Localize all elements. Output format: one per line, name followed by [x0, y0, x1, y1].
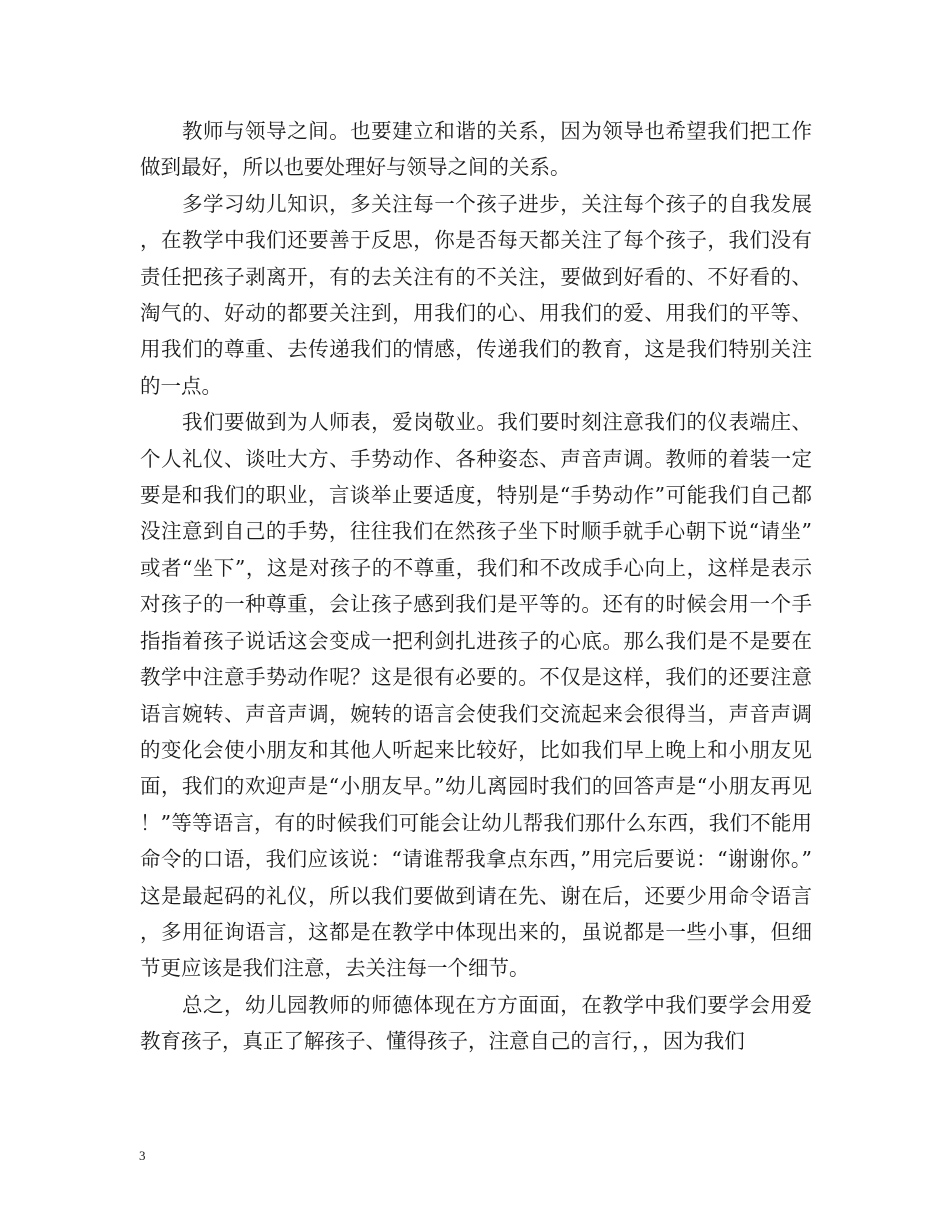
document-body — [140, 113, 812, 1060]
paragraph-2: 多学习幼儿知识，多关注每一个孩子进步，关注每个孩子的自我发展，在教学中我们还要善于反思，你是否每天都关注了每个孩子，我们没有责任把孩子剥离开，有的去关注有的不关注，要做到好看的、不好看的、淘气的、好动的都要关注到，用我们的心、用我们的爱、用我们的平等、用我们的尊重、去传递我们的情感，传递我们的教育，这是我们特别关注的一点。 — [140, 191, 812, 398]
page-number: 3 — [139, 1148, 146, 1163]
paragraph-3: 我们要做到为人师表，爱岗敬业。我们要时刻注意我们的仪表端庄、个人礼仪、谈吐大方、手势动作、各种姿态、声音声调。教师的着装一定要是和我们的职业，言谈举止要适度，特别是“手势动作”可能我们自己都没注意到自己的手势，往往我们在然孩子坐下时顺手就手心朝下说“请坐”或者“坐下”，这是对孩子的不尊重，我们和不改成手心向上，这样是表示对孩子的一种尊重，会让孩子感到我们是平等的。还有的时候会用一个手指指着孩子说话这会变成一把利剑扎进孩子的心底。那么我们是不是要在教学中注意手势动作呢？这是很有必要的。不仅是这样，我们的还要注意语言婉转、声音声调，婉转的语言会使我们交流起来会很得当，声音声调的变化会使小朋友和其他人听起来比较好，比如我们早上晚上和小朋友见面，我们的欢迎声是“小朋友早。”幼儿离园时我们的回答声是“小朋友再见！”等等语言，有的时候我们可能会让幼儿帮我们那什么东西，我们不能用命令的口语，我们应该说：“请谁帮我拿点东西，”用完后要说：“谢谢你。”这是最起码的礼仪，所以我们要做到请在先、谢在后，还要少用命令语言，多用征询语言，这都是在教学中体现出来的，虽说都是一些小事，但细节更应该是我们注意，去关注每一个细节。 — [140, 410, 812, 981]
paragraph-1: 教师与领导之间。也要建立和谐的关系，因为领导也希望我们把工作做到最好，所以也要处理好与领导之间的关系。 — [140, 119, 812, 180]
paragraph-4: 总之，幼儿园教师的师德体现在方方面面，在教学中我们要学会用爱教育孩子，真正了解孩子、懂得孩子，注意自己的言行，，因为我们 — [140, 992, 812, 1054]
